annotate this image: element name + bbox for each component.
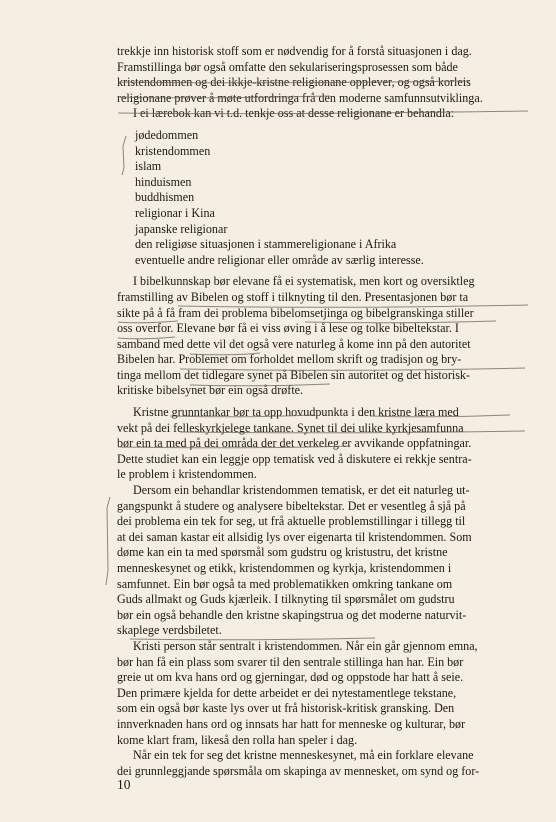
list-item: kristendommen — [135, 143, 211, 158]
text-line: framstilling av Bibelen og stoff i tilknyting til den. Presentasjonen bør ta — [117, 289, 469, 304]
text-line: bør ein ta med på dei områda der det verkeleg er avvikande oppfatningar. — [117, 436, 472, 451]
text-line: skaplege verdsbiletet. — [117, 623, 222, 638]
text-line: oss overfor. Elevane bør få ei viss øving i å lese og tolke bibeltekstar. I — [117, 321, 459, 336]
text-line: kritiske bibelsynet bør ein også drøfte. — [117, 383, 304, 398]
text-line: sikte på å få fram dei problema bibelomsetjinga og bibelgranskinga stiller — [117, 305, 474, 320]
list-item: religionar i Kina — [135, 205, 215, 220]
text-line: tinga mellom det tidlegare synet på Bibelen sin autoritet og det historisk- — [117, 367, 470, 382]
text-line: menneskesynet og etikk, kristendommen og kyrkja, kristendommen i — [117, 561, 452, 575]
text-line: som ein også bør kaste lys over ut frå historisk-kritisk gransking. Den — [117, 701, 455, 716]
list-item: japanske religionar — [135, 221, 228, 236]
text-line: Kristne grunntankar bør ta opp hovudpunkta i den kristne læra med — [133, 405, 459, 420]
text-line: bør han få ein plass som svarer til den sentrale stillinga han har. Ein bør — [117, 654, 464, 669]
pencil-bracket — [106, 497, 110, 585]
text-line: le problem i kristendommen. — [117, 467, 257, 482]
list-item: den religiøse situasjonen i stammereligionane i Afrika — [135, 237, 397, 252]
christ-paragraph — [117, 639, 529, 748]
text-line: døme kan ein ta med spørsmål som gudstru og kristustru, det kristne — [117, 545, 448, 560]
text-line: Den primære kjelda for dette arbeidet er dei nytestamentlege tekstane, — [117, 685, 457, 700]
text-line: Dersom ein behandlar kristendommen tematisk, er det eit naturleg ut- — [133, 483, 470, 498]
bible-paragraph — [117, 274, 529, 399]
body-text — [117, 44, 529, 779]
thematic-paragraph — [117, 483, 529, 639]
text-line: vekt på dei felleskyrkjelege tankane. Synet til dei ulike kyrkjesamfunna — [117, 420, 464, 435]
text-line: Guds allmakt og Guds kjærleik. I tilknyting til spørsmålet om gudstru — [117, 592, 455, 607]
text-line: innverknaden hans ord og innsats har hatt for menneske og kulturar, bør — [117, 716, 466, 731]
text-line: dei grunnleggjande spørsmåla om skapinga av mennesket, om synd og for- — [117, 763, 480, 778]
intro-paragraph — [117, 44, 529, 122]
text-line: religionane prøver å møte utfordringa frå den moderne samfunnsutviklinga. — [117, 90, 483, 105]
text-line: trekkje inn historisk stoff som er nødvendig for å forstå situasjonen i dag. — [117, 44, 472, 58]
text-line: samfunnet. Ein bør også ta med problematikken omkring tankane om — [117, 576, 453, 591]
text-line: greie ut om kva hans ord og gjerningar, død og oppstode har hatt å seie. — [117, 670, 464, 685]
text-line: kome klart fram, likeså den rolla han speler i dag. — [117, 732, 358, 747]
list-item: islam — [135, 159, 162, 174]
text-line: Framstillinga bør også omfatte den sekulariseringsprosessen som både — [117, 59, 458, 74]
text-line: I ei lærebok kan vi t.d. tenkje oss at desse religionane er behandla: — [133, 106, 455, 121]
text-line: Dette studiet kan ein leggje opp tematisk ved å diskutere ei rekkje sentra- — [117, 451, 472, 466]
text-line: dei problema ein tek for seg, ut frå aktuelle problemstillingar i tillegg til — [117, 514, 466, 529]
text-line: Når ein tek for seg det kristne menneskesynet, må ein forklare elevane — [133, 748, 474, 763]
list-item: hinduismen — [135, 174, 192, 189]
religion-list — [117, 128, 529, 268]
list-item: jødedommen — [135, 127, 199, 142]
text-line: samband med dette vil det også vere naturleg å kome inn på den autoritet — [117, 336, 471, 351]
text-line: I bibelkunnskap bør elevane få ei systematisk, men kort og oversiktleg — [133, 274, 475, 289]
text-line: at dei saman kastar eit allsidig lys over eigenarta til kristendommen. Som — [117, 529, 472, 544]
text-line: Bibelen har. Problemet om forholdet mellom skrift og tradisjon og bry- — [117, 352, 462, 367]
page-number: 10 — [117, 777, 131, 792]
text-line: kristendommen og dei ikkje-kristne religionane opplever, og også korleis — [117, 75, 471, 90]
text-line: gangspunkt å studere og analysere bibeltekstar. Det er vesentleg å sjå på — [117, 498, 466, 513]
text-line: bør ein også behandle den kristne skapingstrua og det moderne naturvit- — [117, 607, 467, 622]
doctrine-paragraph — [117, 405, 529, 483]
list-item: buddhismen — [135, 190, 195, 205]
list-item: eventuelle andre religionar eller område av særlig interesse. — [135, 252, 424, 267]
human-paragraph — [117, 748, 529, 779]
text-line: Kristi person står sentralt i kristendommen. Når ein går gjennom emna, — [133, 638, 478, 653]
